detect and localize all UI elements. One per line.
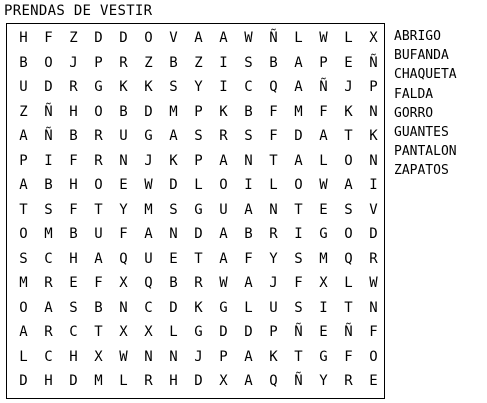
grid-letter-cell[interactable]: A — [19, 177, 28, 194]
grid-letter-cell[interactable]: Q — [344, 250, 353, 267]
grid-letter-cell[interactable]: N — [244, 152, 253, 169]
grid-letter-cell[interactable]: L — [244, 299, 253, 316]
grid-letter-cell[interactable]: O — [344, 152, 353, 169]
grid-letter-cell[interactable]: D — [169, 299, 178, 316]
grid-letter-cell[interactable]: F — [119, 226, 128, 243]
grid-letter-cell[interactable]: A — [194, 30, 203, 47]
grid-letter-cell[interactable]: H — [19, 30, 28, 47]
grid-letter-cell[interactable]: O — [19, 299, 28, 316]
grid-letter-cell[interactable]: Q — [269, 79, 278, 96]
grid-letter-cell[interactable]: A — [219, 30, 228, 47]
grid-letter-cell[interactable]: B — [44, 177, 53, 194]
grid-letter-cell[interactable]: B — [69, 226, 78, 243]
grid-letter-cell[interactable]: Ñ — [44, 128, 53, 145]
grid-letter-cell[interactable]: Z — [144, 54, 153, 71]
grid-letter-cell[interactable]: X — [119, 324, 128, 341]
grid-letter-cell[interactable]: H — [69, 177, 78, 194]
grid-letter-cell[interactable]: Y — [269, 250, 278, 267]
word-list — [394, 27, 457, 181]
letter-grid — [11, 26, 386, 394]
grid-letter-cell[interactable]: K — [119, 79, 128, 96]
grid-letter-cell[interactable]: R — [119, 54, 128, 71]
grid-letter-cell[interactable]: K — [369, 128, 378, 145]
grid-letter-cell[interactable]: C — [244, 79, 253, 96]
grid-letter-cell[interactable]: O — [219, 177, 228, 194]
grid-letter-cell[interactable]: X — [369, 30, 378, 47]
grid-letter-cell[interactable]: G — [194, 324, 203, 341]
grid-letter-cell[interactable]: J — [194, 348, 203, 365]
grid-letter-cell[interactable]: J — [269, 275, 278, 292]
word-list-item: FALDA — [394, 86, 434, 102]
grid-letter-cell[interactable]: D — [119, 30, 128, 47]
grid-letter-cell[interactable]: F — [319, 103, 328, 120]
grid-letter-cell[interactable]: D — [194, 373, 203, 390]
grid-letter-cell[interactable]: Q — [269, 373, 278, 390]
grid-letter-cell[interactable]: S — [244, 54, 253, 71]
grid-letter-cell[interactable]: H — [69, 103, 78, 120]
grid-letter-cell[interactable]: E — [119, 177, 128, 194]
grid-letter-cell[interactable]: T — [294, 348, 303, 365]
grid-letter-cell[interactable]: V — [169, 30, 178, 47]
grid-letter-cell[interactable]: L — [119, 373, 128, 390]
grid-letter-cell[interactable]: F — [69, 201, 78, 218]
grid-letter-cell[interactable]: D — [194, 226, 203, 243]
grid-letter-cell[interactable]: D — [144, 103, 153, 120]
grid-letter-cell[interactable]: L — [194, 177, 203, 194]
grid-letter-cell[interactable]: F — [344, 348, 353, 365]
grid-letter-cell[interactable]: P — [219, 348, 228, 365]
grid-letter-cell[interactable]: T — [294, 201, 303, 218]
grid-letter-cell[interactable]: R — [144, 373, 153, 390]
grid-letter-cell[interactable]: Q — [144, 275, 153, 292]
grid-letter-cell[interactable]: A — [19, 128, 28, 145]
grid-letter-cell[interactable]: A — [244, 348, 253, 365]
grid-letter-cell[interactable]: O — [44, 54, 53, 71]
grid-letter-cell[interactable]: U — [269, 299, 278, 316]
grid-letter-cell[interactable]: K — [269, 348, 278, 365]
grid-letter-cell[interactable]: W — [119, 348, 128, 365]
grid-letter-cell[interactable]: Ñ — [294, 324, 303, 341]
grid-letter-cell[interactable]: H — [169, 373, 178, 390]
grid-letter-cell[interactable]: F — [269, 128, 278, 145]
word-list-item: CHAQUETA — [394, 67, 457, 83]
grid-letter-cell[interactable]: U — [94, 226, 103, 243]
grid-letter-cell[interactable]: V — [369, 201, 378, 218]
grid-letter-cell[interactable]: P — [369, 79, 378, 96]
grid-letter-cell[interactable]: N — [169, 226, 178, 243]
puzzle-title: PRENDAS DE VESTIR — [4, 3, 153, 19]
grid-letter-cell[interactable]: M — [319, 250, 328, 267]
grid-letter-cell[interactable]: G — [94, 79, 103, 96]
grid-letter-cell[interactable]: M — [169, 103, 178, 120]
grid-letter-cell[interactable]: A — [44, 299, 53, 316]
grid-letter-cell[interactable]: Ñ — [294, 373, 303, 390]
grid-letter-cell[interactable]: D — [169, 177, 178, 194]
grid-letter-cell[interactable]: O — [94, 103, 103, 120]
grid-letter-cell[interactable]: W — [319, 177, 328, 194]
grid-letter-cell[interactable]: K — [219, 103, 228, 120]
grid-letter-cell[interactable]: L — [19, 348, 28, 365]
grid-letter-cell[interactable]: R — [44, 324, 53, 341]
grid-letter-cell[interactable]: F — [369, 324, 378, 341]
grid-letter-cell[interactable]: T — [344, 128, 353, 145]
grid-letter-cell[interactable]: P — [269, 324, 278, 341]
grid-letter-cell[interactable]: A — [219, 250, 228, 267]
grid-letter-cell[interactable]: K — [144, 79, 153, 96]
grid-letter-cell[interactable]: A — [244, 373, 253, 390]
grid-letter-cell[interactable]: X — [219, 373, 228, 390]
grid-letter-cell[interactable]: F — [94, 275, 103, 292]
grid-letter-cell[interactable]: E — [69, 275, 78, 292]
grid-letter-cell[interactable]: Z — [69, 30, 78, 47]
grid-letter-cell[interactable]: S — [19, 250, 28, 267]
grid-letter-cell[interactable]: T — [194, 250, 203, 267]
grid-letter-cell[interactable]: X — [319, 275, 328, 292]
grid-letter-cell[interactable]: R — [69, 79, 78, 96]
grid-letter-cell[interactable]: G — [194, 201, 203, 218]
word-search-grid — [6, 23, 385, 399]
grid-letter-cell[interactable]: A — [294, 152, 303, 169]
grid-letter-cell[interactable]: S — [294, 299, 303, 316]
grid-letter-cell[interactable]: U — [144, 250, 153, 267]
grid-letter-cell[interactable]: U — [219, 201, 228, 218]
grid-letter-cell[interactable]: A — [19, 324, 28, 341]
grid-letter-cell[interactable]: S — [194, 128, 203, 145]
word-list-item: PANTALON — [394, 144, 457, 160]
grid-letter-cell[interactable]: Z — [194, 54, 203, 71]
grid-letter-cell[interactable]: S — [244, 128, 253, 145]
grid-letter-cell[interactable]: F — [294, 275, 303, 292]
grid-letter-cell[interactable]: P — [194, 152, 203, 169]
grid-letter-cell[interactable]: N — [119, 152, 128, 169]
grid-letter-cell[interactable]: A — [294, 79, 303, 96]
grid-letter-cell[interactable]: I — [294, 226, 303, 243]
grid-letter-cell[interactable]: N — [369, 103, 378, 120]
grid-letter-cell[interactable]: P — [194, 103, 203, 120]
grid-letter-cell[interactable]: B — [119, 103, 128, 120]
grid-letter-cell[interactable]: A — [319, 128, 328, 145]
grid-letter-cell[interactable]: T — [269, 152, 278, 169]
grid-letter-cell[interactable]: T — [94, 324, 103, 341]
grid-letter-cell[interactable]: R — [344, 373, 353, 390]
grid-letter-cell[interactable]: W — [319, 30, 328, 47]
grid-letter-cell[interactable]: B — [69, 128, 78, 145]
grid-letter-cell[interactable]: M — [144, 201, 153, 218]
grid-letter-cell[interactable]: L — [269, 177, 278, 194]
grid-letter-cell[interactable]: P — [319, 54, 328, 71]
grid-letter-cell[interactable]: B — [244, 103, 253, 120]
grid-letter-cell[interactable]: D — [69, 373, 78, 390]
grid-letter-cell[interactable]: W — [219, 275, 228, 292]
grid-letter-cell[interactable]: A — [94, 250, 103, 267]
grid-letter-cell[interactable]: O — [19, 226, 28, 243]
grid-letter-cell[interactable]: K — [194, 299, 203, 316]
grid-letter-cell[interactable]: N — [144, 348, 153, 365]
grid-letter-cell[interactable]: O — [369, 348, 378, 365]
word-list-item: GUANTES — [394, 124, 449, 140]
grid-letter-cell[interactable]: Ñ — [269, 30, 278, 47]
grid-letter-cell[interactable]: F — [244, 250, 253, 267]
grid-letter-cell[interactable]: O — [94, 177, 103, 194]
grid-letter-cell[interactable]: G — [219, 299, 228, 316]
grid-letter-cell[interactable]: T — [344, 299, 353, 316]
grid-letter-cell[interactable]: J — [144, 152, 153, 169]
grid-letter-cell[interactable]: X — [119, 275, 128, 292]
grid-letter-cell[interactable]: A — [219, 226, 228, 243]
grid-letter-cell[interactable]: B — [169, 275, 178, 292]
grid-letter-cell[interactable]: U — [119, 128, 128, 145]
grid-letter-cell[interactable]: D — [219, 324, 228, 341]
grid-letter-cell[interactable]: G — [319, 226, 328, 243]
grid-letter-cell[interactable]: R — [369, 250, 378, 267]
grid-letter-cell[interactable]: C — [144, 299, 153, 316]
grid-letter-cell[interactable]: P — [19, 152, 28, 169]
grid-letter-cell[interactable]: R — [269, 226, 278, 243]
grid-letter-cell[interactable]: K — [169, 152, 178, 169]
grid-letter-cell[interactable]: J — [344, 79, 353, 96]
grid-letter-cell[interactable]: W — [369, 275, 378, 292]
grid-letter-cell[interactable]: G — [319, 348, 328, 365]
grid-letter-cell[interactable]: T — [94, 201, 103, 218]
grid-letter-cell[interactable]: D — [94, 30, 103, 47]
grid-letter-cell[interactable]: A — [294, 54, 303, 71]
grid-letter-cell[interactable]: E — [344, 54, 353, 71]
grid-letter-cell[interactable]: D — [294, 128, 303, 145]
grid-letter-cell[interactable]: N — [169, 348, 178, 365]
grid-letter-cell[interactable]: S — [344, 201, 353, 218]
grid-letter-cell[interactable]: A — [344, 177, 353, 194]
grid-letter-cell[interactable]: S — [69, 299, 78, 316]
grid-letter-cell[interactable]: B — [244, 226, 253, 243]
grid-letter-cell[interactable]: B — [169, 54, 178, 71]
grid-letter-cell[interactable]: E — [169, 250, 178, 267]
grid-letter-cell[interactable]: Ñ — [369, 54, 378, 71]
grid-letter-cell[interactable]: D — [244, 324, 253, 341]
grid-letter-cell[interactable]: C — [44, 348, 53, 365]
grid-letter-cell[interactable]: O — [144, 30, 153, 47]
grid-letter-cell[interactable]: A — [244, 275, 253, 292]
grid-letter-cell[interactable]: S — [169, 79, 178, 96]
grid-letter-cell[interactable]: S — [169, 201, 178, 218]
grid-letter-cell[interactable]: I — [219, 54, 228, 71]
grid-letter-cell[interactable]: L — [344, 275, 353, 292]
grid-letter-cell[interactable]: D — [44, 79, 53, 96]
grid-letter-cell[interactable]: H — [69, 348, 78, 365]
grid-letter-cell[interactable]: I — [219, 79, 228, 96]
grid-letter-cell[interactable]: W — [144, 177, 153, 194]
grid-letter-cell[interactable]: N — [269, 201, 278, 218]
grid-letter-cell[interactable]: D — [19, 373, 28, 390]
grid-letter-cell[interactable]: A — [169, 128, 178, 145]
grid-letter-cell[interactable]: G — [144, 128, 153, 145]
grid-letter-cell[interactable]: R — [44, 275, 53, 292]
grid-letter-cell[interactable]: S — [294, 250, 303, 267]
grid-letter-cell[interactable]: R — [194, 275, 203, 292]
grid-letter-cell[interactable]: L — [319, 152, 328, 169]
word-list-item: ABRIGO — [394, 29, 441, 44]
grid-letter-cell[interactable]: Q — [119, 250, 128, 267]
grid-letter-cell[interactable]: I — [44, 152, 53, 169]
grid-letter-cell[interactable]: H — [44, 373, 53, 390]
grid-letter-cell[interactable]: Ñ — [44, 103, 53, 120]
word-list-item: GORRO — [394, 105, 434, 121]
grid-letter-cell[interactable]: E — [319, 324, 328, 341]
grid-letter-cell[interactable]: N — [369, 152, 378, 169]
grid-letter-cell[interactable]: M — [19, 275, 28, 292]
grid-letter-cell[interactable]: W — [244, 30, 253, 47]
grid-letter-cell[interactable]: I — [319, 299, 328, 316]
grid-letter-cell[interactable]: S — [44, 201, 53, 218]
grid-letter-cell[interactable]: L — [294, 30, 303, 47]
grid-letter-cell[interactable]: M — [44, 226, 53, 243]
grid-letter-cell[interactable]: M — [94, 373, 103, 390]
grid-letter-cell[interactable]: L — [344, 30, 353, 47]
grid-letter-cell[interactable]: R — [219, 128, 228, 145]
grid-letter-cell[interactable]: A — [144, 226, 153, 243]
grid-letter-cell[interactable]: I — [369, 177, 378, 194]
grid-letter-cell[interactable]: B — [269, 54, 278, 71]
grid-letter-cell[interactable]: Y — [319, 373, 328, 390]
word-list-item: BUFANDA — [394, 48, 449, 64]
grid-letter-cell[interactable]: P — [94, 54, 103, 71]
grid-letter-cell[interactable]: C — [44, 250, 53, 267]
grid-letter-cell[interactable]: U — [19, 79, 28, 96]
grid-letter-cell[interactable]: B — [94, 299, 103, 316]
grid-letter-cell[interactable]: O — [294, 177, 303, 194]
grid-letter-cell[interactable]: X — [94, 348, 103, 365]
grid-letter-cell[interactable]: D — [369, 226, 378, 243]
grid-letter-cell[interactable]: O — [344, 226, 353, 243]
grid-letter-cell[interactable]: C — [69, 324, 78, 341]
grid-letter-cell[interactable]: E — [319, 201, 328, 218]
grid-letter-cell[interactable]: I — [244, 177, 253, 194]
grid-letter-cell[interactable]: E — [369, 373, 378, 390]
grid-letter-cell[interactable]: T — [19, 201, 28, 218]
word-list-item: ZAPATOS — [394, 163, 449, 179]
grid-letter-cell[interactable]: X — [144, 324, 153, 341]
grid-letter-cell[interactable]: M — [294, 103, 303, 120]
grid-letter-cell[interactable]: R — [94, 152, 103, 169]
grid-letter-cell[interactable]: N — [369, 299, 378, 316]
grid-letter-cell[interactable]: Z — [19, 103, 28, 120]
grid-letter-cell[interactable]: L — [169, 324, 178, 341]
grid-letter-cell[interactable]: K — [344, 103, 353, 120]
grid-letter-cell[interactable]: F — [44, 30, 53, 47]
grid-letter-cell[interactable]: B — [19, 54, 28, 71]
grid-letter-cell[interactable]: R — [94, 128, 103, 145]
grid-letter-cell[interactable]: A — [219, 152, 228, 169]
grid-letter-cell[interactable]: Y — [194, 79, 203, 96]
grid-letter-cell[interactable]: A — [244, 201, 253, 218]
grid-letter-cell[interactable]: F — [69, 152, 78, 169]
grid-letter-cell[interactable]: Ñ — [319, 79, 328, 96]
grid-letter-cell[interactable]: Ñ — [344, 324, 353, 341]
grid-letter-cell[interactable]: J — [69, 54, 78, 71]
grid-letter-cell[interactable]: N — [119, 299, 128, 316]
grid-letter-cell[interactable]: F — [269, 103, 278, 120]
grid-letter-cell[interactable]: Y — [119, 201, 128, 218]
grid-letter-cell[interactable]: H — [69, 250, 78, 267]
